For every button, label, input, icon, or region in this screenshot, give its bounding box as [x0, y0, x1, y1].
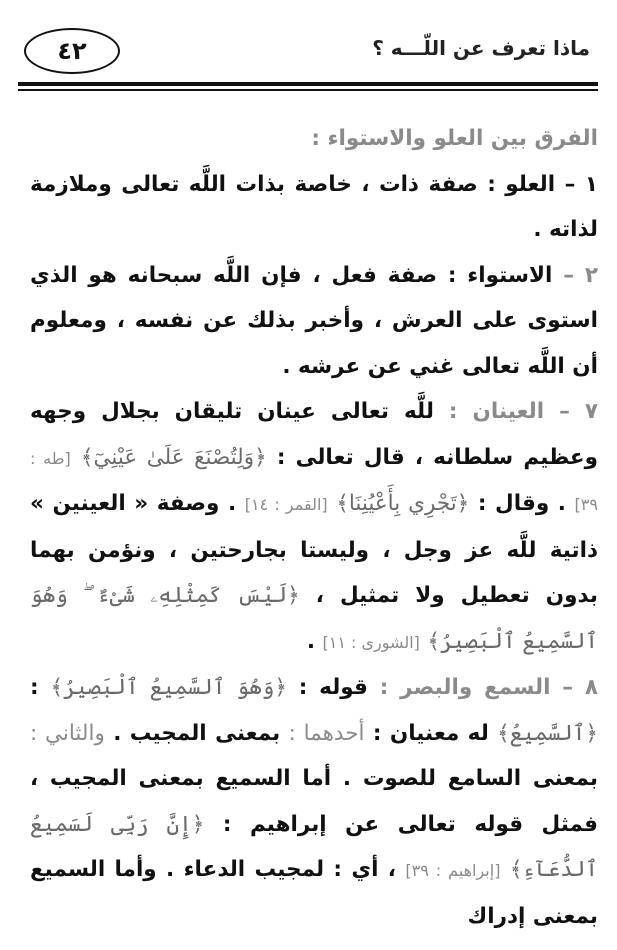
item-number: ٢ – [563, 262, 598, 288]
body-text: ، أي : لمجيب الدعاء . وأما السميع بمعنى إدراك [30, 857, 598, 929]
paragraph-hearing-sight [30, 665, 598, 939]
page-number: ٤٢ [24, 28, 120, 74]
quran-verse: ﴿تَجْرِي بِأَعْيُنِنَا﴾ [336, 491, 470, 516]
item-label: ٧ – العينان : [448, 399, 598, 424]
quran-verse: ﴿ٱلسَّمِيعُ﴾ [497, 720, 598, 746]
quran-verse: ﴿إِنَّ رَبِّى لَسَمِيعُ ٱلدُّعَآءِ﴾ [30, 811, 598, 882]
meaning-label: والثاني : [30, 720, 105, 746]
item-term: العلو : [487, 171, 556, 197]
item-text: صفة فعل ، فإن اللَّه سبحانه هو الذي استوى على العرش ، وأخبر بذلك عن نفسه ، ومعلوم أن اللَّه تعالى غني عن عرشه . [30, 262, 598, 379]
header-rule-thin [18, 89, 598, 91]
body-text: . وصفة « العينين » ذاتية للَّه عز وجل ، وليستا بجارحتين ، ونؤمن بهما بدون تعطيل ولا تمثيل ، [30, 491, 598, 608]
verse-reference: [القمر : ١٤] [244, 495, 328, 514]
item-text: صفة ذات ، خاصة بذات اللَّه تعالى وملازمة لذاته . [30, 171, 598, 242]
header-rule-thick [18, 82, 598, 86]
item-term: الاستواء : [447, 262, 553, 288]
body-text: . وقال : [477, 491, 566, 516]
paragraph-istiwa [30, 253, 598, 390]
page-header [18, 22, 598, 78]
section-heading [30, 116, 598, 162]
verse-reference: [إبراهيم : ٣٩] [405, 861, 501, 880]
body-text: : [30, 675, 39, 700]
item-number: ١ – [564, 171, 598, 197]
section-heading-text: الفرق بين العلو والاستواء : [311, 126, 598, 151]
body-text: له معنيان : [372, 720, 489, 746]
verse-reference: [طه : ٣٩] [30, 448, 598, 514]
body-text: بمعنى المجيب . [113, 720, 281, 746]
verse-reference: [الشورى : ١١] [322, 632, 420, 652]
item-label: ٨ – السمع والبصر : [379, 675, 598, 700]
paragraph-elevation [30, 162, 598, 253]
running-title: ماذا تعرف عن اللّـــه ؟ [372, 36, 590, 60]
body-text: بمعنى السامع للصوت . أما السميع بمعنى المجيب ، فمثل قوله تعالى عن إبراهيم : [30, 766, 598, 837]
meaning-label: أحدهما : [288, 720, 365, 746]
body-text: قوله : [298, 675, 368, 700]
quran-verse: ﴿لَيْسَ كَمِثْلِهِۦ شَىْءٌ ۖ وَهُوَ ٱلسَّمِيعُ ٱلْبَصِيرُ﴾ [30, 583, 598, 654]
paragraph-eyes [30, 389, 598, 665]
quran-verse: ﴿وَهُوَ ٱلسَّمِيعُ ٱلْبَصِيرُ﴾ [50, 675, 287, 700]
body-text: للَّه تعالى عينان تليقان بجلال وجهه وعظيم سلطانه ، قال تعالى : [30, 399, 598, 470]
body-text: . [306, 628, 316, 654]
page-body [30, 116, 598, 939]
quran-verse: ﴿وَلِتُصْنَعَ عَلَىٰ عَيْنِيٓ﴾ [80, 444, 267, 470]
